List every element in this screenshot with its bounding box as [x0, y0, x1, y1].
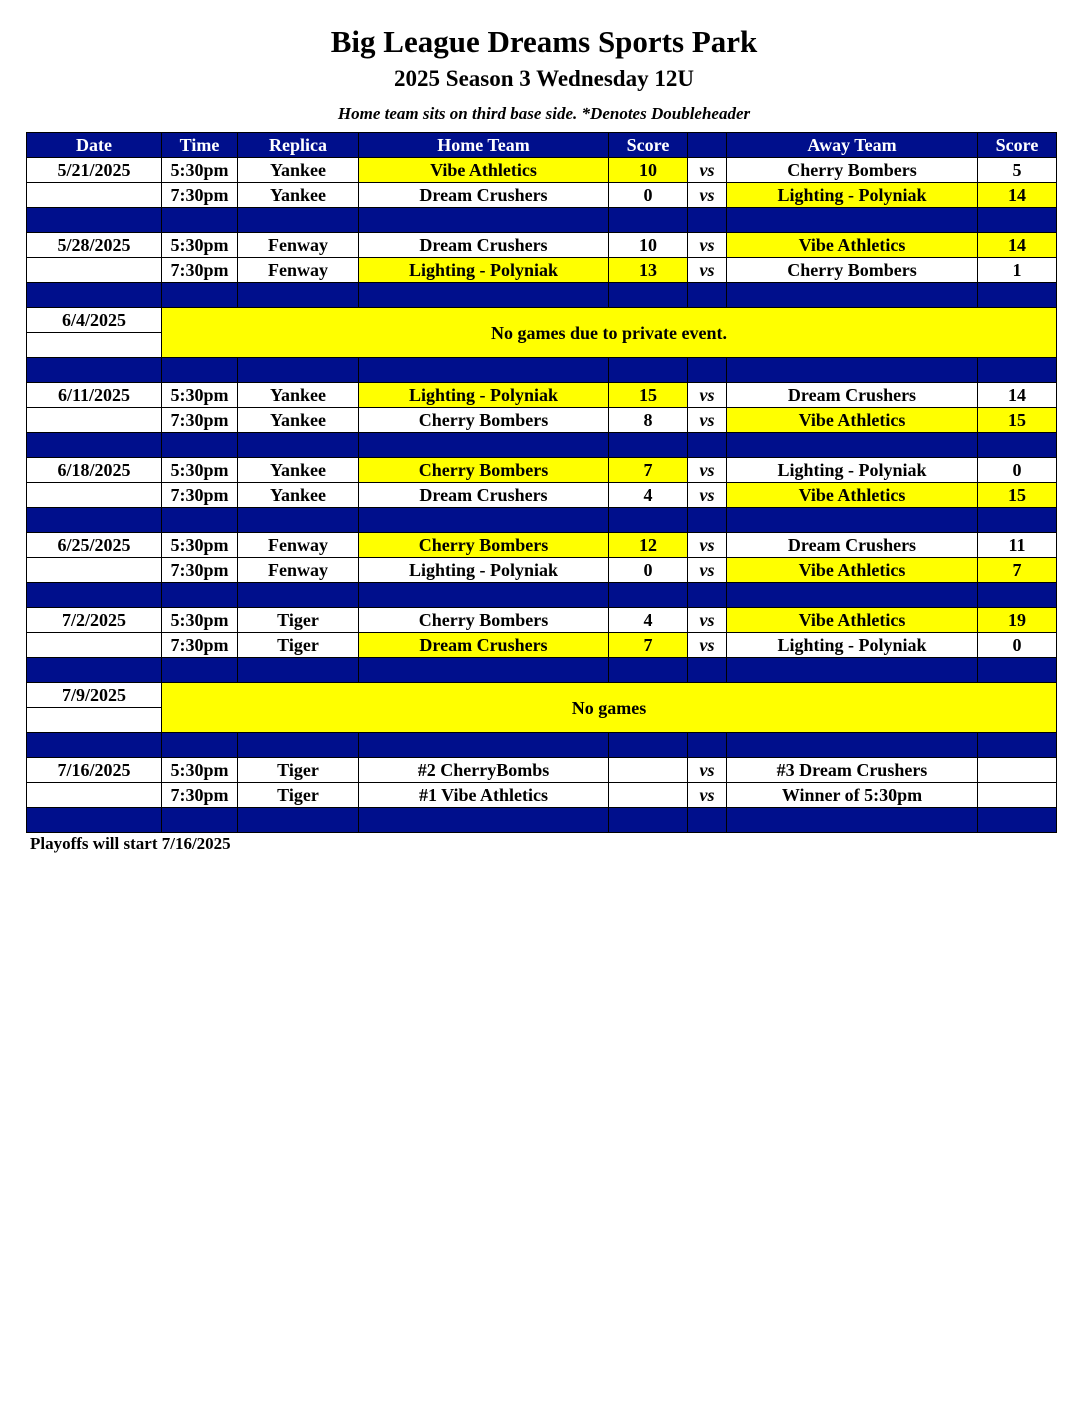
separator-cell — [359, 733, 609, 758]
separator-cell — [609, 658, 688, 683]
separator-cell — [609, 583, 688, 608]
separator-cell — [609, 283, 688, 308]
separator-cell — [727, 208, 978, 233]
separator-cell — [978, 808, 1057, 833]
replica-cell: Tiger — [238, 758, 359, 783]
vs-cell: vs — [688, 608, 727, 633]
home-team-cell: Dream Crushers — [359, 233, 609, 258]
date-cell: 7/16/2025 — [27, 758, 162, 783]
replica-cell: Yankee — [238, 408, 359, 433]
date-cell: 5/21/2025 — [27, 158, 162, 183]
date-cell: 5/28/2025 — [27, 233, 162, 258]
away-score-cell — [978, 783, 1057, 808]
away-score-cell: 14 — [978, 383, 1057, 408]
vs-cell: vs — [688, 458, 727, 483]
separator-cell — [609, 358, 688, 383]
home-team-cell: Lighting - Polyniak — [359, 258, 609, 283]
date-cell — [27, 483, 162, 508]
home-team-cell: Lighting - Polyniak — [359, 383, 609, 408]
away-team-cell: Lighting - Polyniak — [727, 633, 978, 658]
away-team-cell: Lighting - Polyniak — [727, 183, 978, 208]
vs-cell: vs — [688, 408, 727, 433]
separator-cell — [359, 358, 609, 383]
home-score-cell: 7 — [609, 633, 688, 658]
separator-cell — [359, 658, 609, 683]
separator-cell — [27, 733, 162, 758]
away-team-cell: #3 Dream Crushers — [727, 758, 978, 783]
away-team-cell: Vibe Athletics — [727, 483, 978, 508]
home-score-cell: 10 — [609, 158, 688, 183]
separator-cell — [727, 808, 978, 833]
away-score-cell: 15 — [978, 483, 1057, 508]
separator-row — [27, 658, 1057, 683]
separator-cell — [688, 733, 727, 758]
game-row — [27, 258, 1057, 283]
separator-cell — [162, 733, 238, 758]
game-row — [27, 408, 1057, 433]
separator-cell — [727, 658, 978, 683]
time-cell: 7:30pm — [162, 633, 238, 658]
separator-cell — [162, 283, 238, 308]
home-score-cell: 10 — [609, 233, 688, 258]
separator-cell — [238, 358, 359, 383]
separator-row — [27, 433, 1057, 458]
page-subtitle: 2025 Season 3 Wednesday 12U — [394, 66, 694, 91]
home-score-cell: 12 — [609, 533, 688, 558]
away-score-cell: 19 — [978, 608, 1057, 633]
separator-cell — [238, 508, 359, 533]
separator-cell — [688, 433, 727, 458]
away-team-cell: Winner of 5:30pm — [727, 783, 978, 808]
game-row — [27, 633, 1057, 658]
separator-cell — [238, 583, 359, 608]
separator-cell — [238, 433, 359, 458]
separator-cell — [609, 733, 688, 758]
separator-cell — [688, 358, 727, 383]
replica-cell: Yankee — [238, 383, 359, 408]
replica-cell: Fenway — [238, 233, 359, 258]
replica-cell: Yankee — [238, 483, 359, 508]
game-row — [27, 158, 1057, 183]
home-team-cell: Lighting - Polyniak — [359, 558, 609, 583]
home-score-cell: 15 — [609, 383, 688, 408]
game-row — [27, 383, 1057, 408]
date-cell: 7/2/2025 — [27, 608, 162, 633]
away-score-cell: 14 — [978, 233, 1057, 258]
game-row — [27, 608, 1057, 633]
vs-cell: vs — [688, 533, 727, 558]
separator-cell — [162, 583, 238, 608]
separator-cell — [978, 208, 1057, 233]
home-score-cell: 13 — [609, 258, 688, 283]
home-team-cell: #2 CherryBombs — [359, 758, 609, 783]
separator-cell — [978, 658, 1057, 683]
away-score-cell: 14 — [978, 183, 1057, 208]
playoffs-note: Playoffs will start 7/16/2025 — [30, 834, 231, 853]
away-team-cell: Vibe Athletics — [727, 233, 978, 258]
separator-cell — [162, 358, 238, 383]
time-cell: 7:30pm — [162, 558, 238, 583]
separator-cell — [238, 283, 359, 308]
replica-cell: Tiger — [238, 633, 359, 658]
replica-cell: Tiger — [238, 783, 359, 808]
vs-cell: vs — [688, 383, 727, 408]
date-cell — [27, 258, 162, 283]
separator-cell — [978, 583, 1057, 608]
date-cell — [27, 558, 162, 583]
home-team-cell: Dream Crushers — [359, 483, 609, 508]
game-row — [27, 558, 1057, 583]
schedule-body — [27, 158, 1057, 833]
no-games-row — [27, 683, 1057, 708]
separator-cell — [688, 658, 727, 683]
separator-row — [27, 808, 1057, 833]
separator-cell — [609, 433, 688, 458]
home-team-cell: Cherry Bombers — [359, 408, 609, 433]
separator-cell — [27, 808, 162, 833]
away-score-cell: 7 — [978, 558, 1057, 583]
time-cell: 7:30pm — [162, 483, 238, 508]
separator-cell — [978, 358, 1057, 383]
separator-cell — [727, 358, 978, 383]
separator-cell — [359, 508, 609, 533]
no-games-message: No games — [162, 683, 1057, 733]
separator-cell — [688, 583, 727, 608]
away-team-cell: Cherry Bombers — [727, 158, 978, 183]
game-row — [27, 758, 1057, 783]
away-score-cell — [978, 758, 1057, 783]
vs-cell: vs — [688, 483, 727, 508]
separator-cell — [978, 283, 1057, 308]
home-score-cell: 0 — [609, 558, 688, 583]
separator-cell — [27, 358, 162, 383]
separator-row — [27, 283, 1057, 308]
time-cell: 7:30pm — [162, 183, 238, 208]
separator-cell — [359, 808, 609, 833]
home-team-cell: Cherry Bombers — [359, 533, 609, 558]
separator-cell — [27, 208, 162, 233]
date-cell: 7/9/2025 — [27, 683, 162, 708]
separator-row — [27, 583, 1057, 608]
separator-cell — [162, 433, 238, 458]
no-games-message: No games due to private event. — [162, 308, 1057, 358]
time-cell: 7:30pm — [162, 258, 238, 283]
separator-cell — [162, 508, 238, 533]
separator-cell — [238, 808, 359, 833]
away-team-cell: Vibe Athletics — [727, 608, 978, 633]
col-header-date: Date — [27, 133, 162, 158]
date-cell — [27, 633, 162, 658]
separator-cell — [359, 583, 609, 608]
time-cell: 5:30pm — [162, 608, 238, 633]
time-cell: 5:30pm — [162, 758, 238, 783]
vs-cell: vs — [688, 558, 727, 583]
separator-cell — [238, 733, 359, 758]
home-score-cell: 7 — [609, 458, 688, 483]
separator-cell — [27, 508, 162, 533]
home-score-cell: 4 — [609, 608, 688, 633]
replica-cell: Tiger — [238, 608, 359, 633]
vs-cell: vs — [688, 233, 727, 258]
time-cell: 7:30pm — [162, 783, 238, 808]
home-score-cell — [609, 758, 688, 783]
separator-cell — [359, 208, 609, 233]
separator-cell — [359, 283, 609, 308]
separator-cell — [238, 658, 359, 683]
separator-cell — [609, 208, 688, 233]
away-team-cell: Dream Crushers — [727, 383, 978, 408]
game-row — [27, 183, 1057, 208]
col-header-away-score: Score — [978, 133, 1057, 158]
replica-cell: Yankee — [238, 458, 359, 483]
away-score-cell: 5 — [978, 158, 1057, 183]
separator-cell — [27, 658, 162, 683]
separator-cell — [978, 508, 1057, 533]
replica-cell: Yankee — [238, 183, 359, 208]
home-team-cell: Vibe Athletics — [359, 158, 609, 183]
time-cell: 5:30pm — [162, 533, 238, 558]
separator-cell — [27, 283, 162, 308]
away-team-cell: Vibe Athletics — [727, 558, 978, 583]
away-score-cell: 15 — [978, 408, 1057, 433]
schedule-table — [26, 132, 1057, 833]
home-score-cell: 8 — [609, 408, 688, 433]
game-row — [27, 483, 1057, 508]
time-cell: 5:30pm — [162, 458, 238, 483]
home-team-cell: Dream Crushers — [359, 633, 609, 658]
time-cell: 5:30pm — [162, 383, 238, 408]
away-team-cell: Lighting - Polyniak — [727, 458, 978, 483]
away-score-cell: 0 — [978, 633, 1057, 658]
page-title: Big League Dreams Sports Park — [330, 24, 758, 59]
separator-cell — [978, 733, 1057, 758]
date-cell: 6/18/2025 — [27, 458, 162, 483]
home-score-cell: 4 — [609, 483, 688, 508]
home-score-cell — [609, 783, 688, 808]
separator-cell — [727, 433, 978, 458]
col-header-home-score: Score — [609, 133, 688, 158]
col-header-home-team: Home Team — [359, 133, 609, 158]
schedule-note: Home team sits on third base side. *Denotes Doubleheader — [337, 104, 751, 123]
game-row — [27, 783, 1057, 808]
separator-cell — [688, 508, 727, 533]
replica-cell: Fenway — [238, 533, 359, 558]
game-row — [27, 458, 1057, 483]
date-cell-empty — [27, 708, 162, 733]
separator-cell — [688, 808, 727, 833]
separator-row — [27, 508, 1057, 533]
date-cell: 6/4/2025 — [27, 308, 162, 333]
vs-cell: vs — [688, 783, 727, 808]
time-cell: 5:30pm — [162, 233, 238, 258]
away-score-cell: 11 — [978, 533, 1057, 558]
date-cell-empty — [27, 333, 162, 358]
away-team-cell: Cherry Bombers — [727, 258, 978, 283]
home-team-cell: Dream Crushers — [359, 183, 609, 208]
separator-cell — [727, 733, 978, 758]
home-team-cell: #1 Vibe Athletics — [359, 783, 609, 808]
no-games-row — [27, 308, 1057, 333]
separator-cell — [727, 508, 978, 533]
time-cell: 7:30pm — [162, 408, 238, 433]
separator-row — [27, 358, 1057, 383]
separator-cell — [162, 808, 238, 833]
home-team-cell: Cherry Bombers — [359, 608, 609, 633]
time-cell: 5:30pm — [162, 158, 238, 183]
separator-cell — [162, 658, 238, 683]
vs-cell: vs — [688, 758, 727, 783]
separator-cell — [978, 433, 1057, 458]
game-row — [27, 533, 1057, 558]
separator-cell — [162, 208, 238, 233]
separator-cell — [27, 583, 162, 608]
game-row — [27, 233, 1057, 258]
separator-cell — [727, 283, 978, 308]
col-header-time: Time — [162, 133, 238, 158]
col-header-vs — [688, 133, 727, 158]
replica-cell: Fenway — [238, 258, 359, 283]
separator-cell — [609, 508, 688, 533]
header-row — [27, 133, 1057, 158]
date-cell: 6/11/2025 — [27, 383, 162, 408]
away-team-cell: Dream Crushers — [727, 533, 978, 558]
separator-cell — [609, 808, 688, 833]
vs-cell: vs — [688, 633, 727, 658]
separator-cell — [238, 208, 359, 233]
date-cell: 6/25/2025 — [27, 533, 162, 558]
away-team-cell: Vibe Athletics — [727, 408, 978, 433]
separator-row — [27, 733, 1057, 758]
vs-cell: vs — [688, 183, 727, 208]
home-team-cell: Cherry Bombers — [359, 458, 609, 483]
away-score-cell: 0 — [978, 458, 1057, 483]
replica-cell: Fenway — [238, 558, 359, 583]
home-score-cell: 0 — [609, 183, 688, 208]
date-cell — [27, 183, 162, 208]
replica-cell: Yankee — [238, 158, 359, 183]
separator-cell — [27, 433, 162, 458]
date-cell — [27, 408, 162, 433]
vs-cell: vs — [688, 258, 727, 283]
separator-cell — [359, 433, 609, 458]
vs-cell: vs — [688, 158, 727, 183]
date-cell — [27, 783, 162, 808]
separator-cell — [727, 583, 978, 608]
col-header-away-team: Away Team — [727, 133, 978, 158]
separator-cell — [688, 208, 727, 233]
separator-cell — [688, 283, 727, 308]
separator-row — [27, 208, 1057, 233]
col-header-replica: Replica — [238, 133, 359, 158]
away-score-cell: 1 — [978, 258, 1057, 283]
